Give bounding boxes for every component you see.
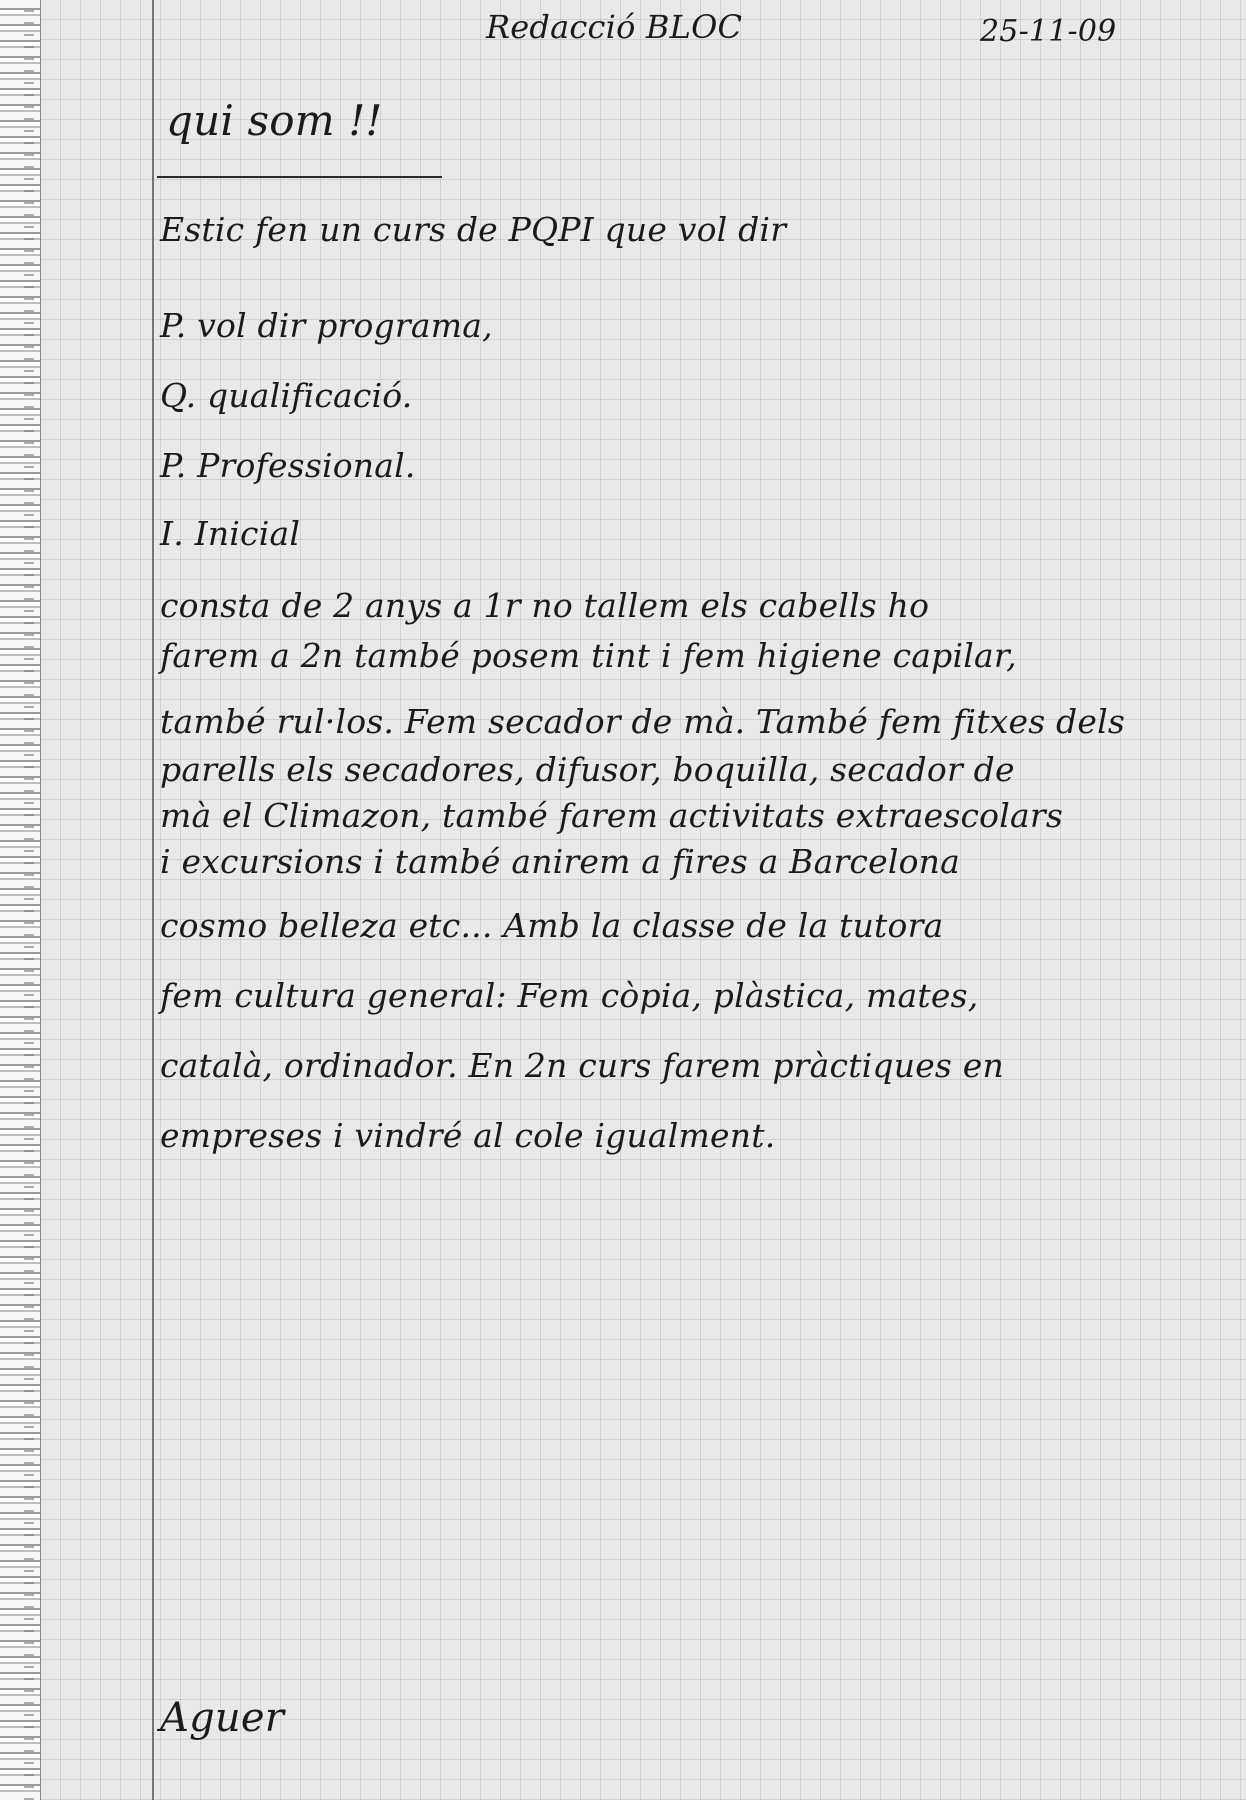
text-line: mà el Climazon, també farem activitats extraescolars bbox=[160, 796, 1063, 835]
text-line: I. Inicial bbox=[160, 514, 301, 553]
text-line: Q. qualificació. bbox=[160, 376, 413, 415]
text-line: Estic fen un curs de PQPI que vol dir bbox=[160, 210, 787, 249]
header-date: 25-11-09 bbox=[980, 14, 1117, 49]
text-line: català, ordinador. En 2n curs farem pràctiques en bbox=[160, 1046, 1004, 1085]
text-line: consta de 2 anys a 1r no tallem els cabells ho bbox=[160, 586, 930, 625]
page-heading: qui som !! bbox=[166, 96, 383, 145]
text-line: fem cultura general: Fem còpia, plàstica, mates, bbox=[160, 976, 979, 1015]
heading-underline bbox=[157, 176, 442, 178]
text-line: P. vol dir programa, bbox=[160, 306, 493, 345]
text-line: parells els secadores, difusor, boquilla, secador de bbox=[160, 750, 1015, 789]
spiral-binding bbox=[0, 0, 41, 1800]
text-line: P. Professional. bbox=[160, 446, 416, 485]
signature: Aguer bbox=[160, 1695, 285, 1741]
text-line: també rul·los. Fem secador de mà. També fem fitxes dels bbox=[160, 702, 1125, 741]
text-line: cosmo belleza etc... Amb la classe de la tutora bbox=[160, 906, 944, 945]
text-line: empreses i vindré al cole igualment. bbox=[160, 1116, 776, 1155]
header-title: Redacció BLOC bbox=[486, 8, 743, 46]
text-line: farem a 2n també posem tint i fem higiene capilar, bbox=[160, 636, 1017, 675]
margin-line bbox=[152, 0, 154, 1800]
text-line: i excursions i també anirem a fires a Barcelona bbox=[160, 842, 960, 881]
